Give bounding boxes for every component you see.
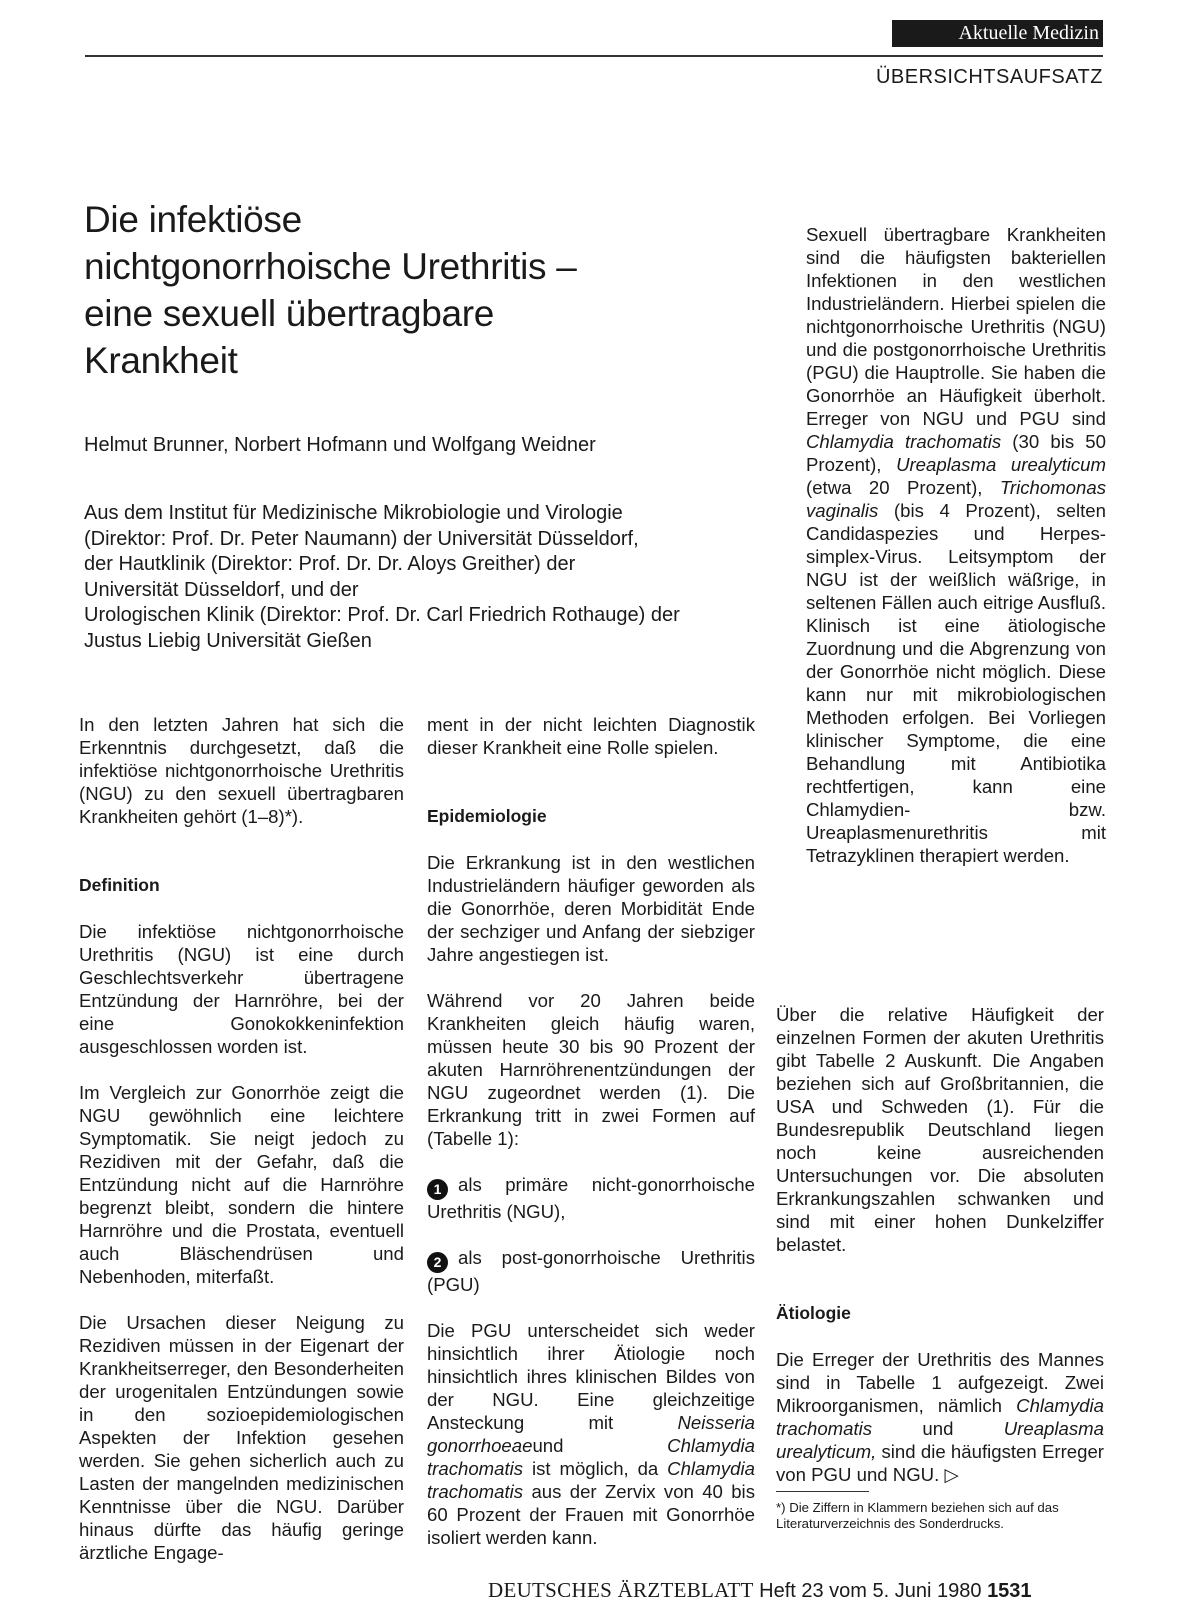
bullet-number-icon: 1	[427, 1179, 448, 1200]
text-run: ist möglich, da	[523, 1458, 668, 1479]
title-line: eine sexuell übertragbare	[84, 293, 495, 334]
paragraph: Über die relative Häufigkeit der einzelnen Formen der akuten Urethritis gibt Tabelle 2 Auskunft. Die Angaben beziehen sich auf Großbritannien, die USA und Schweden (1). Für die Bundesrepublik Deutschland liegen noch keine ausreichenden Untersuchungen vor. Die absoluten Erkrankungszahlen schwanken und sind mit einer hohen Dunkelziffer belastet.	[776, 1004, 1104, 1255]
title-line: nichtgonorrhoische Urethritis –	[84, 246, 577, 287]
paragraph-continued: ment in der nicht leichten Diagnostik dieser Krankheit eine Rolle spielen.	[427, 714, 755, 758]
title-line: Krankheit	[84, 340, 238, 381]
paragraph: Die Ursachen dieser Neigung zu Rezidiven müssen in der Eigenart der Krankheitserreger, den Besonderheiten der urogenitalen Entzündungen sowie in den sozioepidemiologischen Aspekten der Infektion gesehen werden. Sie gehen sicherlich auch zu Lasten der mangelnden medizinischen Kenntnisse über die NGU. Darüber hinaus dürfte das häufig geringe ärztliche Engage-	[79, 1312, 404, 1563]
species-name: Chlamydia trachomatis	[427, 1458, 755, 1502]
paragraph: Die Erkrankung ist in den westlichen Industrieländern häufiger geworden als die Gonorrhöe, deren Morbidität Ende der sechziger und Anfang der siebziger Jahre angestiegen ist.	[427, 852, 755, 965]
affiliation-line: Urologischen Klinik (Direktor: Prof. Dr. Carl Friedrich Rothauge) der	[84, 604, 680, 626]
species-name: Neisseria gonorrhoeae	[427, 1412, 755, 1456]
species-name: Ureaplasma urealyticum,	[776, 1418, 1104, 1462]
authors: Helmut Brunner, Norbert Hofmann und Wolfgang Weidner	[84, 434, 596, 456]
intro-paragraph: In den letzten Jahren hat sich die Erkenntnis durchgesetzt, daß die infektiöse nichtgonorrhoische Urethritis (NGU) zu den sexuell übertragbaren Krankheiten gehört (1–8)*).	[79, 714, 404, 827]
text-run: und	[872, 1418, 1004, 1439]
text-run: aus der Zervix von 40 bis 60 Prozent der Frauen mit Gonorrhöe isoliert werden kann.	[427, 1481, 755, 1548]
affiliation-line: (Direktor: Prof. Dr. Peter Naumann) der Universität Düsseldorf,	[84, 527, 639, 550]
journal-name: DEUTSCHES ÄRZTEBLATT	[488, 1578, 754, 1602]
issue-info: Heft 23 vom 5. Juni 1980	[759, 1580, 982, 1602]
bullet-text: als primäre nicht-gonorrhoische Urethritis (NGU),	[427, 1174, 755, 1222]
bullet-number-icon: 2	[427, 1252, 448, 1273]
paragraph: Die infektiöse nichtgonorrhoische Urethritis (NGU) ist eine durch Geschlechtsverkehr übertragene Entzündung der Harnröhre, bei der eine Gonokokkeninfektion ausgeschlossen worden ist.	[79, 921, 404, 1057]
section-tag: Aktuelle Medizin	[892, 20, 1103, 47]
bullet-item	[427, 1173, 755, 1223]
footnote-rule	[776, 1491, 869, 1492]
paragraph	[776, 1348, 1104, 1486]
species-name: Ureaplasma urealyticum	[896, 454, 1106, 475]
page-number: 1531	[987, 1580, 1032, 1602]
affiliation	[84, 501, 784, 654]
heading-definition: Definition	[79, 875, 160, 895]
bullet-item	[427, 1246, 755, 1296]
text-run: (bis 4 Prozent), selten Candidaspezies und Herpes-simplex-Virus. Leitsymptom der NGU ist der weißlich wäßrige, in seltenen Fällen auch eitrige Ausfluß. Klinisch ist eine ätiologische Zuordnung und die Abgrenzung von der Gonorrhöe nicht möglich. Diese kann nur mit mikrobiologischen Methoden erfolgen. Bei Vorliegen klinischer Symptome, die eine Behandlung mit Antibiotika rechtfertigen, kann eine Chlamydien- bzw. Ureaplasmenurethritis mit Tetrazyklinen therapiert werden.	[806, 500, 1106, 866]
affiliation-line: Justus Liebig Universität Gießen	[84, 629, 372, 652]
heading-aetiologie: Ätiologie	[776, 1303, 851, 1323]
species-name: Chlamydia trachomatis	[427, 1435, 755, 1479]
paragraph	[427, 1319, 755, 1549]
species-name: Chlamydia trachomatis	[776, 1395, 1104, 1439]
text-run: Sexuell übertragbare Krankheiten sind die häufigsten bakteriellen Infektionen in den westlichen Industrieländern. Hierbei spielen die nichtgonorrhoische Urethritis (NGU) und die postgonorrhoische Urethritis (PGU) die Hauptrolle. Sie haben die Gonorrhöe an Häufigkeit überholt. Erreger von NGU und PGU sind	[806, 224, 1106, 429]
text-run: Die PGU unterscheidet sich weder hinsichtlich ihrer Ätiologie noch hinsichtlich ihres klinischen Bildes von der NGU. Eine gleichzeitige Ansteckung mit	[427, 1320, 755, 1433]
text-run: und	[532, 1435, 668, 1456]
article-title	[84, 196, 744, 384]
column-2	[427, 713, 755, 1549]
text-run: (30 bis 50 Prozent),	[806, 431, 1106, 475]
heading-epidemiologie: Epidemiologie	[427, 806, 547, 826]
summary-paragraph	[806, 223, 1106, 867]
column-4	[776, 1003, 1104, 1486]
paragraph: Im Vergleich zur Gonorrhöe zeigt die NGU gewöhnlich eine leichtere Symptomatik. Sie neigt jedoch zu Rezidiven mit der Gefahr, daß die Entzündung nicht auf die Harnröhre begrenzt bleibt, sondern die hintere Harnröhre und die Prostata, eventuell auch Bläschendrüsen und Nebenhoden, miterfaßt.	[79, 1082, 404, 1287]
species-name: Trichomonas vaginalis	[806, 477, 1106, 521]
summary-column	[806, 223, 1106, 867]
continue-arrow-icon: ▷	[944, 1464, 959, 1485]
page-footer	[488, 1578, 1032, 1603]
title-line: Die infektiöse	[84, 199, 302, 240]
text-run: Die Erreger der Urethritis des Mannes sind in Tabelle 1 aufgezeigt. Zwei Mikroorganismen, nämlich	[776, 1349, 1104, 1416]
text-run: sind die häufigsten Erreger von PGU und NGU.	[776, 1441, 1104, 1485]
affiliation-line: Aus dem Institut für Medizinische Mikrobiologie und Virologie	[84, 502, 623, 524]
column-1	[79, 713, 404, 1564]
footnote: *) Die Ziffern in Klammern beziehen sich auf das Literaturverzeichnis des Sonderdrucks.	[776, 1500, 1059, 1531]
species-name: Chlamydia trachomatis	[806, 431, 1002, 452]
section-label: ÜBERSICHTSAUFSATZ	[875, 66, 1103, 88]
text-run: (etwa 20 Prozent),	[806, 477, 1000, 498]
header-rule	[85, 55, 1103, 57]
affiliation-line: der Hautklinik (Direktor: Prof. Dr. Dr. Aloys Greither) der	[84, 553, 576, 575]
paragraph: Während vor 20 Jahren beide Krankheiten gleich häufig waren, müssen heute 30 bis 90 Prozent der akuten Harnröhrenentzündungen der NGU zugeordnet werden (1). Die Erkrankung tritt in zwei Formen auf (Tabelle 1):	[427, 990, 755, 1149]
bullet-text: als post-gonorrhoische Urethritis (PGU)	[427, 1247, 755, 1295]
affiliation-line: Universität Düsseldorf, und der	[84, 578, 359, 601]
